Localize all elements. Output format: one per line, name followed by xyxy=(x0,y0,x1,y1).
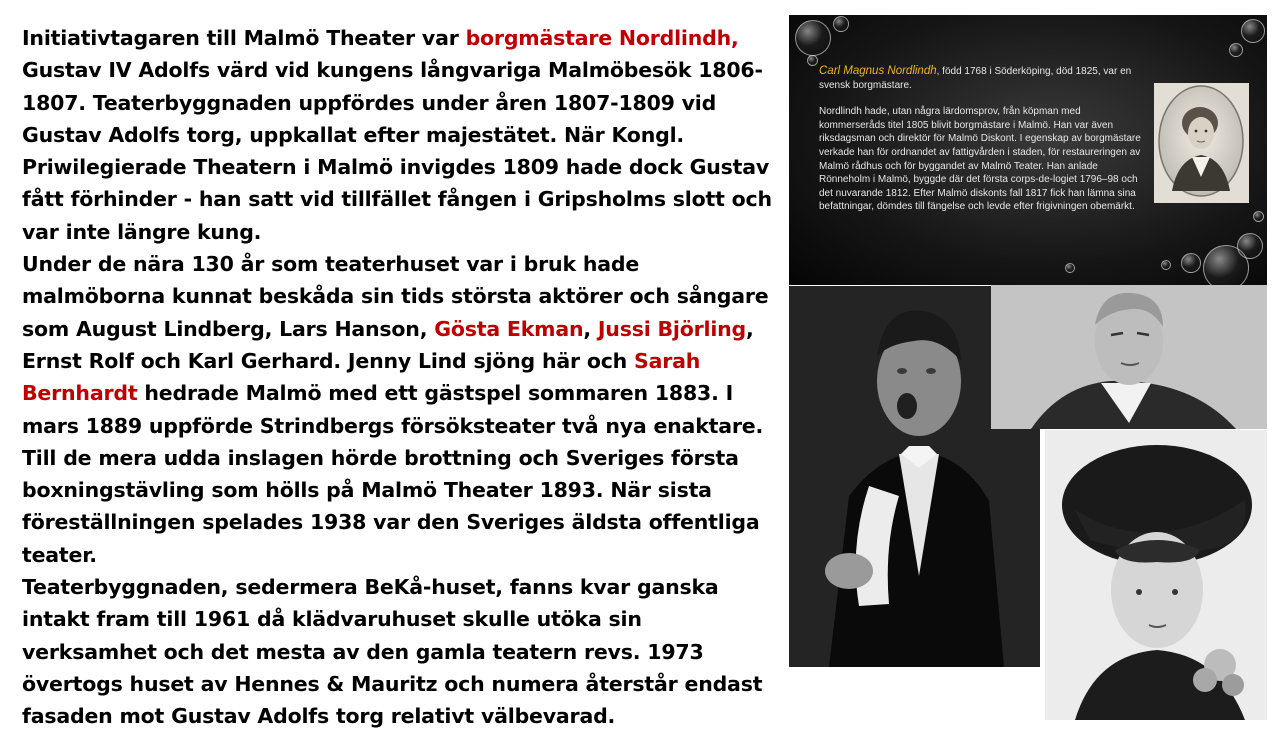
nordlindh-info-panel xyxy=(789,15,1267,285)
actress-photo-drawing xyxy=(1045,430,1267,720)
text-run: hedrade Malmö med ett gästspel sommaren 1883. I mars 1889 uppförde Strindbergs försöksteater två nya enaktare. Till de mera udda inslagen hörde brottning och Sveriges första boxningstävling som hölls på Malmö Theater 1893. När sista föreställningen spelades 1938 var den Sveriges äldsta offentliga teater. xyxy=(22,381,764,567)
article-text xyxy=(22,22,782,733)
highlight-gosta-ekman: Gösta Ekman xyxy=(434,316,584,341)
info-text xyxy=(819,65,1149,214)
highlight-sarah-bernhardt: Sarah Bernhardt xyxy=(22,348,701,406)
paragraph-3: Teaterbyggnaden, sedermera BeKå-huset, fanns kvar ganska intakt fram till 1961 då klädvaruhuset skulle utöka sin verksamhet och det mesta av den gamla teatern revs. 1973 övertogs huset av Hennes & Mauritz och numera återstår endast fasaden mot Gustav Adolfs torg relativt välbevarad. xyxy=(22,575,763,729)
bubble-decoration xyxy=(1253,211,1264,222)
bubble-decoration xyxy=(1229,43,1243,57)
text-run: , xyxy=(583,316,598,341)
bubble-decoration xyxy=(1237,233,1263,259)
text-run: Gustav IV Adolfs värd vid kungens långvariga Malmöbesök 1806-1807. Teaterbyggnaden uppfördes under åren 1807-1809 vid Gustav Adolfs torg, uppkallat efter majestätet. När Kongl. Priwilegierade Theatern i Malmö invigdes 1809 hade dock Gustav fått förhinder - han satt vid tillfället fången i Gripsholms slott och var inte längre kung. xyxy=(22,58,772,244)
paragraph-1 xyxy=(22,22,782,248)
bubble-decoration xyxy=(1161,260,1171,270)
nordlindh-portrait xyxy=(1154,83,1249,203)
actor-photo-drawing xyxy=(991,285,1267,429)
bubble-decoration xyxy=(1241,19,1265,43)
highlight-nordlindh: borgmästare Nordlindh, xyxy=(465,26,739,50)
highlight-jussi-bjorling: Jussi Björling xyxy=(597,316,747,341)
bubble-decoration xyxy=(833,16,849,32)
bubble-decoration xyxy=(795,20,831,56)
photo-gosta-ekman xyxy=(991,285,1267,429)
bubble-decoration xyxy=(1181,253,1201,273)
paragraph-2 xyxy=(22,248,782,571)
nordlindh-portrait-drawing xyxy=(1154,83,1249,203)
text-run: Under de nära 130 år som teaterhuset var i bruk hade malmöborna kunnat beskåda sin tids största aktörer och sångare som August Lindberg, Lars Hanson, xyxy=(22,252,769,341)
text-run: Initiativtagaren till Malmö Theater var xyxy=(22,26,466,50)
bubble-decoration xyxy=(807,55,818,66)
photo-sarah-bernhardt xyxy=(1045,430,1267,720)
bubble-decoration xyxy=(1065,263,1075,273)
info-intro: , född 1768 i Söderköping, död 1825, var en svensk borgmästare. xyxy=(819,66,1132,91)
info-body: Nordlindh hade, utan några lärdomsprov, från köpman med kommerseråds titel 1805 blivit borgmästare i Malmö. Han var även riksdagsman och direktör för Malmö Diskont. I egenskap av borgmästare verkade han för ordnandet av fattigvården i staden, för restaureringen av Malmö rådhus och för byggandet av Malmö Teater. Han anlade Rönneholm i Malmö, byggde där det första corps-de-logiet 1796–98 och det nuvarande 1812. Efter Malmö diskonts fall 1817 fick han lämna sina befattningar, dömdes till fängelse och levde efter frigivningen obemärkt. xyxy=(819,106,1141,213)
text-run: , Ernst Rolf och Karl Gerhard. Jenny Lind sjöng här och xyxy=(22,316,754,373)
info-person-name: Carl Magnus Nordlindh xyxy=(819,65,937,77)
info-spacer xyxy=(819,92,1149,105)
